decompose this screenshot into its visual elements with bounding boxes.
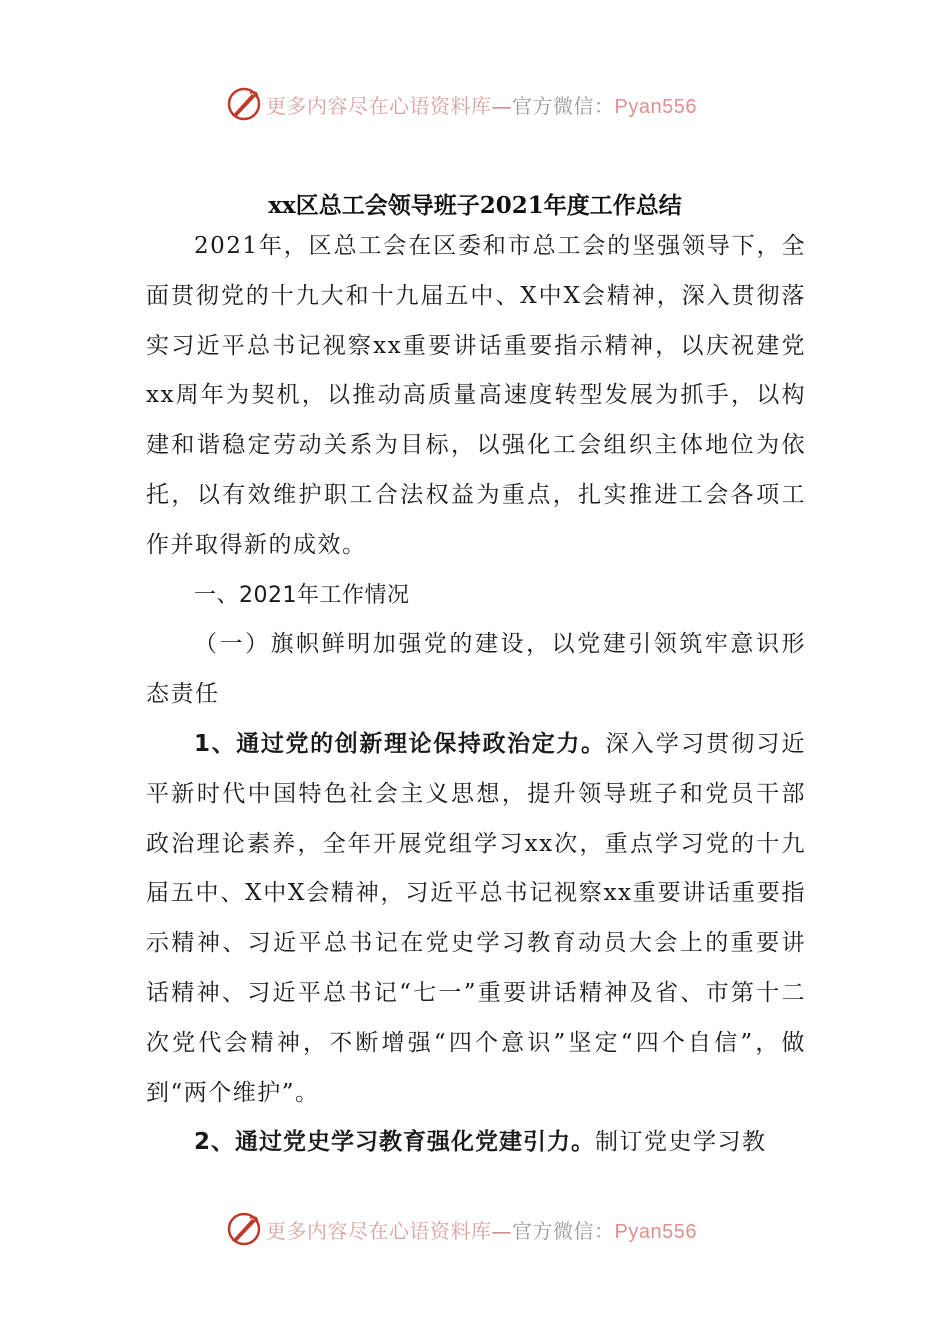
wechat-id: Pyan556 [614,1220,697,1243]
banner-slogan: 更多内容尽在心语资料库 [266,1218,492,1243]
header-banner [226,84,746,124]
banner-slogan: 更多内容尽在心语资料库 [266,93,492,118]
item-1-body: 深入学习贯彻习近平新时代中国特色社会主义思想，提升领导班子和党员干部政治理论素养，全年开展党组学习xx次，重点学习党的十九届五中、X中X会精神，习近平总书记视察xx重要讲话重要指示精神、习近平总书记在党史学习教育动员大会上的重要讲话精神、习近平总书记“七一”重要讲话精神及省、市第十二次党代会精神，不断增强“四个意识”坚定“四个自信”，做到“两个维护”。 [146,730,806,1106]
document-title: xx区总工会领导班子2021年度工作总结 [268,192,682,220]
document-body [146,222,806,1168]
quill-logo-icon [226,86,262,122]
item-paragraph-2 [146,1118,806,1168]
wechat-id: Pyan556 [614,95,697,118]
item-2-body: 制订党史学习教 [595,1129,767,1156]
footer-banner [226,1209,746,1249]
intro-paragraph: 2021年，区总工会在区委和市总工会的坚强领导下，全面贯彻党的十九大和十九届五中、X中X会精神，深入贯彻落实习近平总书记视察xx重要讲话重要指示精神，以庆祝建党xx周年为契机，以推动高质量高速度转型发展为抓手，以构建和谐稳定劳动关系为目标，以强化工会组织主体地位为依托，以有效维护职工合法权益为重点，扎实推进工会各项工作并取得新的成效。 [146,233,806,558]
banner-dash: — [491,1218,512,1243]
banner-text [266,90,697,119]
section-heading: 一、2021年工作情况 [194,582,410,608]
wechat-label: 官方微信： [512,93,615,118]
item-1-lead: 1、通过党的创新理论保持政治定力。 [194,730,606,757]
banner-text [266,1215,697,1244]
item-paragraph-1 [146,720,806,1118]
item-2-lead: 2、通过党史学习教育强化党建引力。 [194,1129,596,1156]
subsection-heading: （一）旗帜鲜明加强党的建设，以党建引领筑牢意识形态责任 [146,631,806,708]
banner-dash: — [491,93,512,118]
quill-logo-icon [226,1211,262,1247]
wechat-label: 官方微信： [512,1218,615,1243]
